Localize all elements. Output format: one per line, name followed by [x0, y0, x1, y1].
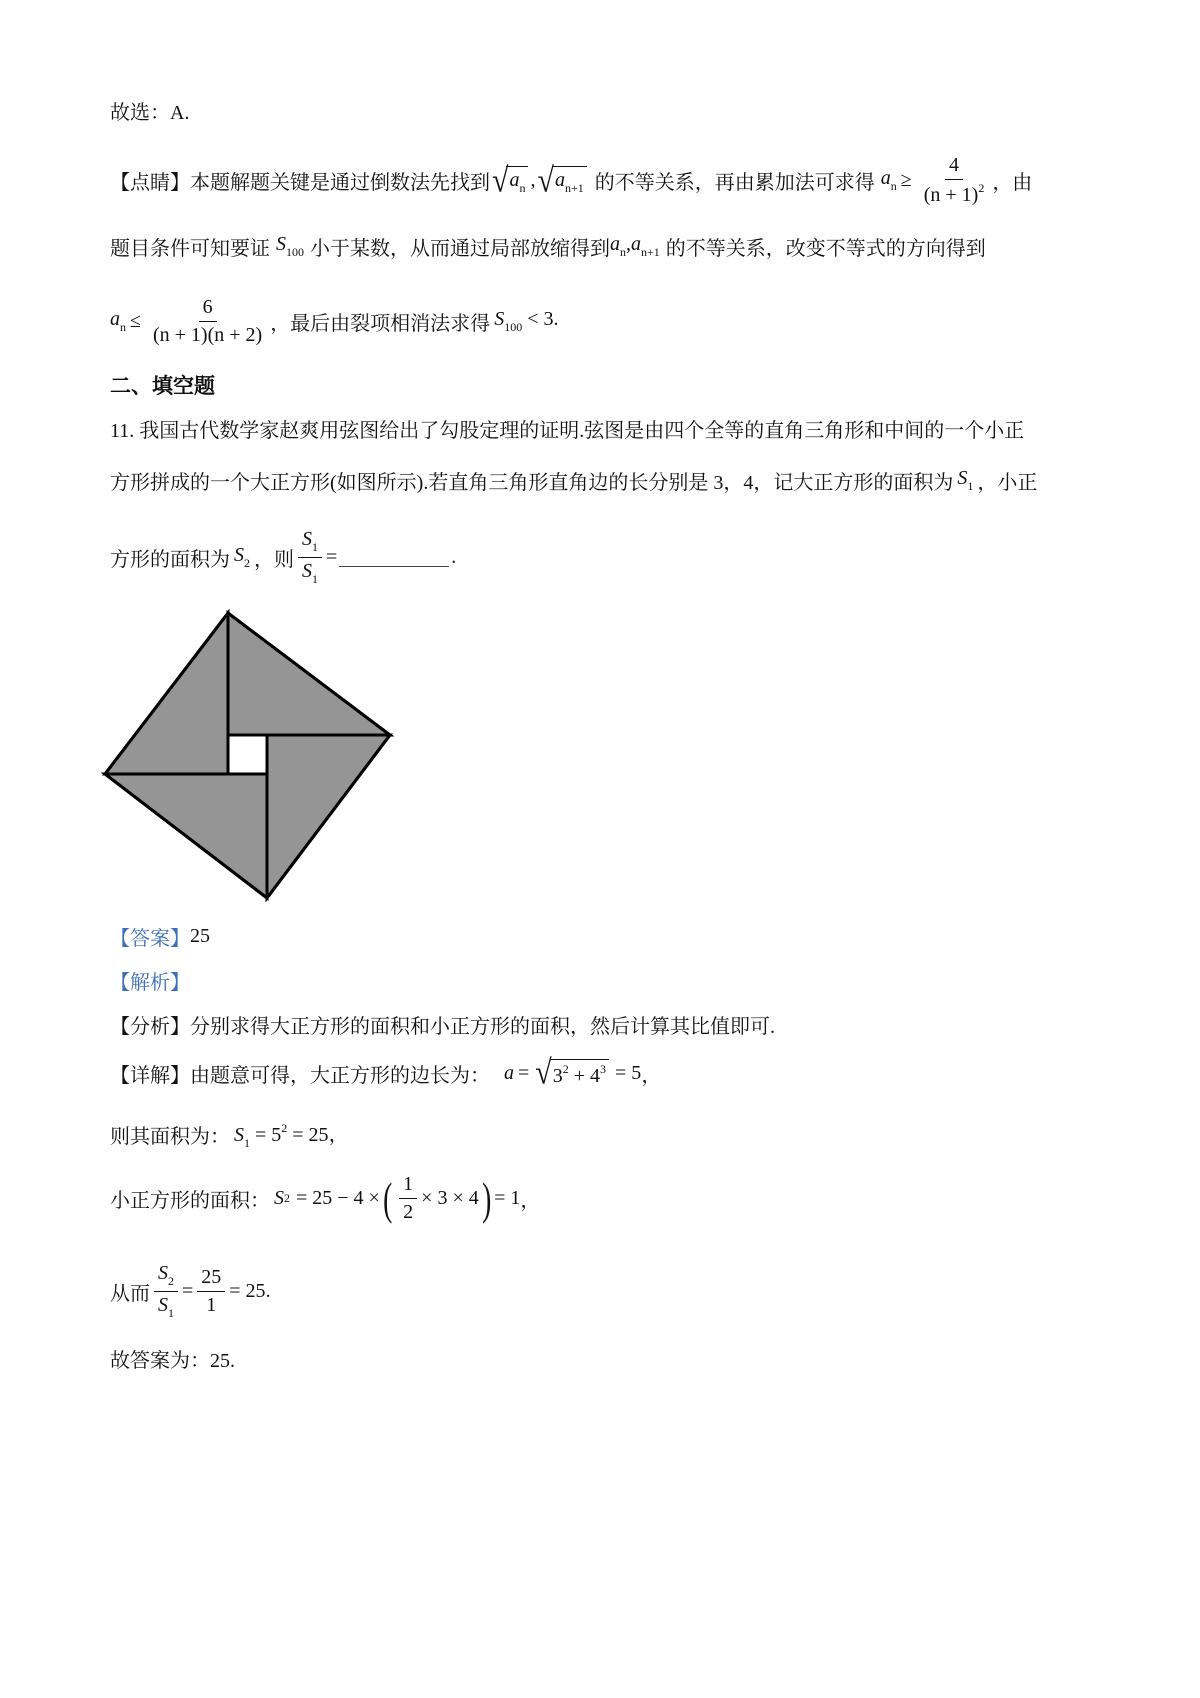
s2-expr: $S_2$ — [234, 543, 250, 570]
section-title: 二、填空题 — [110, 374, 215, 398]
an-expr-2: $a_n$ — [110, 308, 126, 334]
s1-area-expr: $S_1 = 5^2 = 25$， — [234, 1121, 349, 1150]
answer-tag: 【答案】 — [110, 928, 190, 950]
dianjing-line-1: 【点睛】 本题解题关键是通过倒数法先找到 √ $a_n$ , √ $a_{n+1}$ 的不等关系，再由累加法可求得 $a_n$ ≥ $\frac{4}{(n + 1)^2}$ ，由 — [110, 154, 1033, 206]
ratio-line: 从而 $\frac{S_2}{S_1}$ = $\frac{25}{1}$ = 25 . — [110, 1262, 271, 1320]
dianjing-text-1c: ，由 — [992, 172, 1033, 194]
dianjing-text-2b: 小于某数，从而通过局部放缩得到 — [310, 238, 610, 260]
xiangjie-text: 由题意可得，大正方形的边长为： — [190, 1064, 490, 1087]
frac-4-over-n1sq: $\frac{4}{(n + 1)^2}$ — [923, 154, 985, 206]
25-over-1-frac: $\frac{25}{1}$ — [197, 1266, 225, 1317]
gu-xuan-text: 故选：A. — [110, 102, 190, 124]
fenxi-text: 分别求得大正方形的面积和小正方形的面积，然后计算其比值即可. — [190, 1016, 775, 1038]
an-expr: $a_n$ — [880, 167, 897, 193]
answer-value: 25 — [190, 925, 210, 947]
sqrt-an: √ $a_n$ — [492, 166, 528, 196]
side-length-sqrt: √ $3^2 + 4^3$ — [535, 1058, 609, 1088]
answer-line — [110, 922, 210, 951]
dianjing-text-2c: 的不等关系，改变不等式的方向得到 — [665, 238, 986, 260]
analysis-line — [110, 966, 190, 995]
dianjing-text-1b: 的不等关系，再由累加法可求得 — [594, 172, 875, 194]
q11-line-1: 11. 我国古代数学家赵爽用弦图给出了勾股定理的证明.弦图是由四个全等的直角三角形和中间的一个小正 — [110, 420, 1025, 442]
answer-blank[interactable] — [339, 548, 449, 567]
fenxi-line — [110, 1010, 775, 1039]
s100-lt-3: $S_{100} < 3$. — [494, 308, 559, 334]
area2-line: 小正方形的面积： S 2 = 25 − 4 × ( $\frac{1}{2}$ × 3 × 4 ) = 1 ， — [110, 1173, 541, 1224]
dianjing-line-2 — [110, 232, 986, 261]
q11-line-2: 方形拼成的一个大正方形(如图所示).若直角三角形直角边的长分别是 3，4，记大正方形的面积为 $S_1$ ，小正 — [110, 467, 1038, 494]
string-diagram-figure — [100, 608, 400, 908]
dianjing-text-2a: 题目条件可知要证 — [110, 238, 270, 260]
s1-over-s1-frac: $\frac{S_1}{S_1}$ — [298, 528, 322, 587]
half-frac: $\frac{1}{2}$ — [399, 1173, 417, 1224]
s2-over-s1-frac: $\frac{S_2}{S_1}$ — [154, 1262, 178, 1321]
dianjing-tag: 【点睛】 — [110, 170, 190, 194]
frac-6-over-n1n2: $\frac{6}{(n + 1)(n + 2)}$ — [152, 296, 263, 346]
an-an1-expr: $a_n,a_{n+1}$ — [610, 233, 660, 259]
q11-line-3: 方形的面积为 $S_2$ ，则 $\frac{S_1}{S_1}$ = . — [110, 528, 457, 586]
xiangjie-tag: 【详解】 — [110, 1064, 190, 1087]
analysis-tag: 【解析】 — [110, 972, 190, 994]
s1-expr: $S_1$ — [957, 467, 974, 493]
dianjing-line-3: $a_n$ ≤ $\frac{6}{(n + 1)(n + 2)}$ ，最后由裂项相消法求得 $S_{100} < 3$. — [110, 296, 559, 346]
xiangjie-line: 【详解】 由题意可得，大正方形的边长为： a = √ $3^2 + 4^3$ = 5 ， — [110, 1053, 662, 1092]
dianjing-text-3a: ，最后由裂项相消法求得 — [270, 313, 491, 335]
fenxi-tag: 【分析】 — [110, 1016, 190, 1038]
dianjing-text-1a: 本题解题关键是通过倒数法先找到 — [190, 172, 490, 194]
previous-answer-line — [110, 96, 189, 125]
final-answer-line: 故答案为：25. — [110, 1350, 235, 1372]
area1-line: 则其面积为： $S_1 = 5^2 = 25$， — [110, 1118, 349, 1151]
inner-small-square — [228, 735, 267, 774]
s100-expr: $S_{100}$ — [276, 233, 304, 259]
sqrt-an1: √ $a_{n+1}$ — [537, 166, 586, 196]
